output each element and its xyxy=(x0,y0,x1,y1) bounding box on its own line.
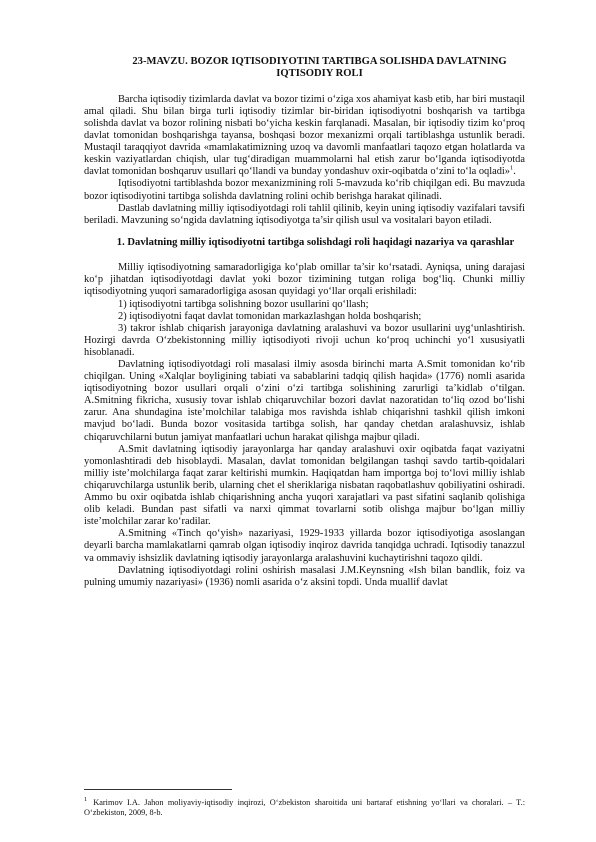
footnote-divider xyxy=(84,789,232,790)
intro-paragraph-1-end: . xyxy=(513,166,516,178)
section-paragraph-3: A.Smit davlatning iqtisodiy jarayonlarga har qanday aralashuvi oxir oqibatda faqat vaziyatni yomonlashtiradi deb hisoblaydi. Masalan, davlat tomonidan belgilangan tashqi savdo tartib-qoidalari milliy iste’molchilarga faqat zarar keltirishi mumkin. Haqiqatdan ham importga boj to‘lovi milliy ishlab chiqaruvchilarga ustunlik berib, ularning chet el sheriklariga nisbatan raqobatlashuv qobiliyatini oshiradi. Ammo bu oxir oqibatda ishlab chiqarishning ancha yuqori xarajatlari va past sifatini saqlanib qolishiga olib keladi. Bundan past sifatli va narxi qimmat tovarlarni sotib olishga majbur bo‘lgan milliy iste’molchilar zarar ko‘radilar. xyxy=(84,443,525,528)
intro-paragraph-1-text: Barcha iqtisodiy tizimlarda davlat va bozor tizimi o‘ziga xos ahamiyat kasb etib, har biri mustaqil amal qiladi. Shu bilan birga turli iqtisodiy tizimlar bir-biridan iqtisodiyotni boshqarish va tartibga solishda davlat va bozor rolining nisbati bo‘yicha keskin farqlanadi. Masalan, bir iqtisodiy tizim ko‘proq davlat tomonidan boshqarishga tayansa, boshqasi bozor mexanizmi orqali tartiblashga ustunlik beradi. Mustaqil taraqqiyot davrida «mamlakatimizning uzoq va davomli manfaatlari taqozo etgan holatlarda va keskin vaziyatlardan chiqish, ular tug‘diradigan muammolarni hal etish zarur bo‘lganda iqtisodiyotda davlat tomonidan boshqaruv usullari qo‘llandi va bunday yondashuv oxir-oqibatda o‘zini to‘la oqladi» xyxy=(84,93,525,178)
intro-paragraph-1 xyxy=(84,94,525,179)
footnote-number: 1 xyxy=(84,796,88,804)
intro-paragraph-3: Dastlab davlatning milliy iqtisodiyotdagi roli tahlil qilinib, keyin uning iqtisodiy vazifalari tavsifi beriladi. Mavzuning so‘ngida davlatning iqtisodiyotga ta’sir qilish usul va vositalari bayon etiladi. xyxy=(84,202,525,226)
main-text xyxy=(84,56,525,589)
list-item-1: 1) iqtisodiyotni tartibga solishning bozor usullarini qo‘llash; xyxy=(118,298,369,310)
intro-paragraph-2: Iqtisodiyotni tartiblashda bozor mexanizmining roli 5-mavzuda ko‘rib chiqilgan edi. Bu mavzuda bozor iqtisodiyotini tartibga solishda davlatning rolini ochib berishga harakat qilinadi. xyxy=(84,178,525,202)
section-paragraph-1: Milliy iqtisodiyotning samaradorligiga ko‘plab omillar ta’sir ko‘rsatadi. Ayniqsa, uning darajasi ko‘p jihatdan iqtisodiyotdagi davlat yoki bozor tizimining tutgan roliga bog‘liq. Chunki milliy iqtisodiyotning yuqori samaradorligiga asosan quyidagi yo‘llar orqali erishiladi: xyxy=(84,262,525,298)
section-paragraph-2: Davlatning iqtisodiyotdagi roli masalasi ilmiy asosda birinchi marta A.Smit tomonidan ko‘rib chiqilgan. Uning «Xalqlar boyligining tabiati va sabablarini tadqiq qilish haqida» (1776) nomli asarida iqtisodiyotning bozor usullari orqali o‘zini o‘zi tartibga solishining zarurligi ta’kidlab o‘tilgan. A.Smitning fikricha, xususiy tovar ishlab chiqaruvchilar bozori davlat nazoratidan to‘liq ozod bo‘lishi zarur. Ana shundagina iste’molchilar talabiga mos ravishda ishlab chiqarishni tashkil qilish imkoni mavjud bo‘ladi. Bunda bozor vositasida tartibga solish, har qanday chetdan aralashuvsiz, ishlab chiqaruvchilarni butun jamiyat manfaatlari uchun harakat qilishga majbur qiladi. xyxy=(84,359,525,443)
section-heading: 1. Davlatning milliy iqtisodiyotni tartibga solishdagi roli haqidagi nazariya va qarashlar xyxy=(116,236,515,248)
section-paragraph-5: Davlatning iqtisodiyotdagi rolini oshirish masalasi J.M.Keynsning «Ish bilan bandlik, foiz va pulning umumiy nazariyasi» (1936) nomli asarida o‘z aksini topdi. Unda muallif davlat xyxy=(84,564,525,588)
list-item-2: 2) iqtisodiyotni faqat davlat tomonidan markazlashgan holda boshqarish; xyxy=(118,310,422,322)
footnote-text: Karimov I.A. Jahon moliyaviy-iqtisodiy inqirozi, O‘zbekiston sharoitida uni bartaraf etishning yo‘llari va choralari. – T.: O‘zbekiston, 2009, 8-b. xyxy=(84,798,525,818)
section-paragraph-4: A.Smitning «Tinch qo‘yish» nazariyasi, 1929-1933 yillarda bozor iqtisodiyotiga asoslangan deyarli barcha mamlakatlarni qamrab olgan iqtisodiy inqiroz davrida tanqidga uchradi. Iqtisodiy tanazzul va ommaviy ishsizlik davlatning iqtisodiy jarayonlarga aralashuvini kuchaytirishni taqozo qildi. xyxy=(84,528,525,564)
page-title: 23-MAVZU. BOZOR IQTISODIYOTINI TARTIBGA SOLISHDA DAVLATNING IQTISODIY ROLI xyxy=(132,56,507,80)
footnote-ref[interactable]: 1 xyxy=(510,164,514,172)
list-item-3: 3) takror ishlab chiqarish jarayoniga davlatning aralashuvi va bozor usullarini uyg‘unlashtirish. Hozirgi davrda O‘zbekistonning milliy iqtisodiyoti rivoji uchun ko‘proq uchinchi yo‘l xususiyatli hisoblanadi. xyxy=(84,322,525,358)
footnote xyxy=(84,798,525,819)
